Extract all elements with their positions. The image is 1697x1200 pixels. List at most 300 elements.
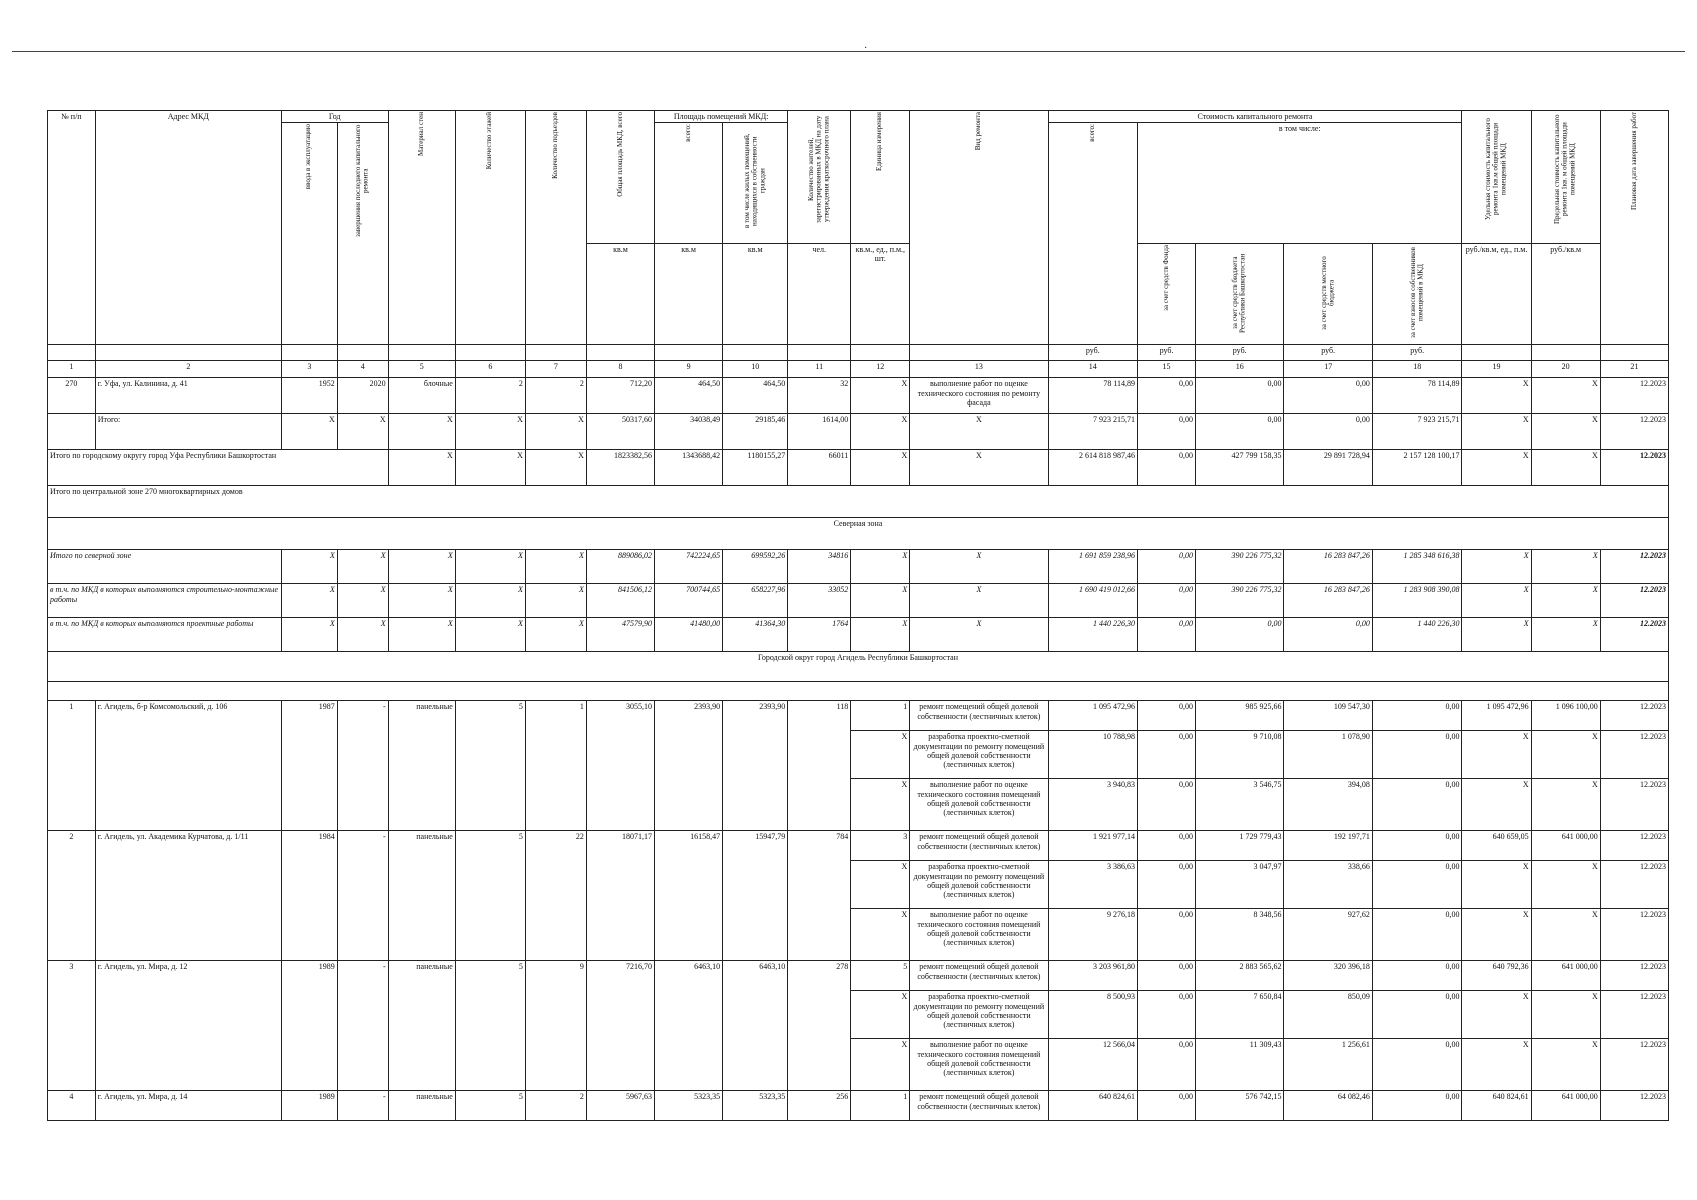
summary-zh: 1614,00 <box>788 414 851 450</box>
summary-ud: X <box>1462 584 1531 618</box>
max-cost: X <box>1531 1039 1600 1091</box>
repair-type: выполнение работ по оценке технического состояния помещений общей долевой собственности (лестничных клеток) <box>910 779 1048 831</box>
year-last-repair: - <box>337 701 388 831</box>
total-area: 5967,63 <box>586 1091 654 1121</box>
floors: 5 <box>455 701 525 831</box>
summary-c6: X <box>455 584 525 618</box>
cost-rb: 7 650,84 <box>1195 991 1283 1039</box>
cost-owners: 0,00 <box>1372 909 1462 961</box>
col-premises-area-header: Площадь помещений МКД: <box>655 111 788 123</box>
summary-pl: 841506,12 <box>586 584 654 618</box>
col-cost-header: Стоимость капитального ремонта <box>1048 111 1462 123</box>
summary-sob: 7 923 215,71 <box>1372 414 1462 450</box>
col-total-area-header: Общая площадь МКД, всего <box>586 111 654 244</box>
unit-cost: 1 095 472,96 <box>1462 701 1531 731</box>
column-number: 19 <box>1462 361 1531 378</box>
column-number: 6 <box>455 361 525 378</box>
area-owned: 464,50 <box>723 378 788 414</box>
repair-type: разработка проектно-сметной документации по ремонту помещений общей долевой собственности (лестничных клеток) <box>910 991 1048 1039</box>
summary-row <box>48 550 1669 584</box>
summary-c4: X <box>337 584 388 618</box>
unit-cost: 640 659,05 <box>1462 831 1531 861</box>
max-cost: X <box>1531 378 1600 414</box>
max-cost: 641 000,00 <box>1531 1091 1600 1121</box>
unit-area-owned: кв.м <box>723 244 788 345</box>
summary-c5: X <box>388 584 455 618</box>
register-sheet <box>47 110 1669 1121</box>
cost-local: 0,00 <box>1284 378 1372 414</box>
summary-vtch: 1180155,27 <box>723 450 788 486</box>
summary-f: 0,00 <box>1138 584 1196 618</box>
summary-row <box>48 450 1669 486</box>
repair-type: ремонт помещений общей долевой собственности (лестничных клеток) <box>910 701 1048 731</box>
year-last-repair: - <box>337 961 388 1091</box>
units-row-2 <box>48 345 1669 361</box>
summary-row <box>48 584 1669 618</box>
col-area-all-header: всего: <box>655 123 723 244</box>
unit-value: 5 <box>851 961 910 991</box>
deadline: 12.2023 <box>1600 378 1668 414</box>
cost-total: 12 566,04 <box>1048 1039 1137 1091</box>
column-numbers-row <box>48 361 1669 378</box>
cost-owners: 0,00 <box>1372 991 1462 1039</box>
unit-area-all: кв.м <box>655 244 723 345</box>
column-number: 15 <box>1138 361 1196 378</box>
summary-vtch: 41364,30 <box>723 618 788 652</box>
area-owned: 6463,10 <box>723 961 788 1091</box>
cost-local: 320 396,18 <box>1284 961 1372 991</box>
summary-row <box>48 414 1669 450</box>
spacer-cell <box>48 682 1669 701</box>
residents: 118 <box>788 701 851 831</box>
column-number: 11 <box>788 361 851 378</box>
summary-srok: 12.2023 <box>1600 450 1668 486</box>
summary-pred: X <box>1531 450 1600 486</box>
entrances: 2 <box>525 378 586 414</box>
floors: 5 <box>455 831 525 961</box>
wall-material: панельные <box>388 1091 455 1121</box>
unit-value: X <box>851 991 910 1039</box>
unit-value: X <box>851 861 910 909</box>
repair-plan-table <box>47 110 1669 1121</box>
summary-ed: X <box>851 584 910 618</box>
unit-cost: X <box>1462 1039 1531 1091</box>
col-max-cost-header: Предельная стоимость капитального ремонта 1кв. м общей площади помещений МКД <box>1531 111 1600 244</box>
summary-vs: 41480,00 <box>655 618 723 652</box>
max-cost: X <box>1531 991 1600 1039</box>
cost-local: 192 197,71 <box>1284 831 1372 861</box>
summary-zh: 33052 <box>788 584 851 618</box>
repair-type: ремонт помещений общей долевой собственности (лестничных клеток) <box>910 831 1048 861</box>
agidel-title-row <box>48 652 1669 682</box>
address: г. Агидель, ул. Академика Курчатова, д. 1/11 <box>95 831 281 961</box>
cost-local: 338,66 <box>1284 861 1372 909</box>
cost-rb: 985 925,66 <box>1195 701 1283 731</box>
col-residents-header: Количество жителей, зарегистрированных в МКД на дату утверждения краткосрочного плана <box>788 111 851 244</box>
max-cost: X <box>1531 909 1600 961</box>
summary-sum: 1 691 859 238,96 <box>1048 550 1137 584</box>
summary-c7: X <box>525 618 586 652</box>
summary-sob: 1 285 348 616,38 <box>1372 550 1462 584</box>
unit-value: X <box>851 909 910 961</box>
summary-zh: 34816 <box>788 550 851 584</box>
table-row <box>48 831 1669 861</box>
spacer-row <box>48 682 1669 701</box>
summary-vid: X <box>910 584 1048 618</box>
col-no-header: № п/п <box>48 111 96 345</box>
central-zone-row <box>48 486 1669 518</box>
entrances: 2 <box>525 1091 586 1121</box>
col-fund-header: за счет средств Фонда <box>1138 244 1196 345</box>
page-top-rule <box>12 51 1685 52</box>
cost-total: 3 203 961,80 <box>1048 961 1137 991</box>
cost-local: 109 547,30 <box>1284 701 1372 731</box>
total-area: 712,20 <box>586 378 654 414</box>
col-floors-header: Количество этажей <box>455 111 525 345</box>
summary-mb: 0,00 <box>1284 618 1372 652</box>
summary-sob: 1 283 908 390,08 <box>1372 584 1462 618</box>
column-number: 7 <box>525 361 586 378</box>
entrances: 1 <box>525 701 586 831</box>
summary-pred: X <box>1531 550 1600 584</box>
row-number: 4 <box>48 1091 96 1121</box>
summary-c6: X <box>455 414 525 450</box>
col-entrances-header: Количество подъездов <box>525 111 586 345</box>
cost-owners: 0,00 <box>1372 961 1462 991</box>
header-row-1 <box>48 111 1669 123</box>
table-row <box>48 701 1669 731</box>
summary-mb: 16 283 847,26 <box>1284 550 1372 584</box>
summary-c6: X <box>455 550 525 584</box>
cost-fund: 0,00 <box>1138 909 1196 961</box>
summary-f: 0,00 <box>1138 414 1196 450</box>
column-number: 18 <box>1372 361 1462 378</box>
cost-owners: 0,00 <box>1372 861 1462 909</box>
summary-mb: 16 283 847,26 <box>1284 584 1372 618</box>
summary-c3: X <box>281 584 337 618</box>
deadline: 12.2023 <box>1600 1039 1668 1091</box>
total-area: 3055,10 <box>586 701 654 831</box>
col-year-header: Год <box>281 111 388 123</box>
area-owned: 15947,79 <box>723 831 788 961</box>
summary-c4: X <box>337 550 388 584</box>
cost-rb: 2 883 565,62 <box>1195 961 1283 991</box>
address: г. Агидель, ул. Мира, д. 14 <box>95 1091 281 1121</box>
cost-owners: 0,00 <box>1372 731 1462 779</box>
area-all: 6463,10 <box>655 961 723 1091</box>
summary-pl: 1823382,56 <box>586 450 654 486</box>
summary-c7: X <box>525 450 586 486</box>
cost-rb: 0,00 <box>1195 378 1283 414</box>
area-owned: 5323,35 <box>723 1091 788 1121</box>
summary-c5: X <box>388 618 455 652</box>
central-zone-row-label: Итого по центральной зоне 270 многоквартирных домов <box>48 486 1669 518</box>
summary-ed: X <box>851 618 910 652</box>
deadline: 12.2023 <box>1600 731 1668 779</box>
col-cost-total-header: всего: <box>1048 123 1137 345</box>
max-cost: 641 000,00 <box>1531 961 1600 991</box>
unit-cost: 640 792,36 <box>1462 961 1531 991</box>
summary-ud: X <box>1462 550 1531 584</box>
cost-local: 1 256,61 <box>1284 1039 1372 1091</box>
table-row <box>48 1091 1669 1121</box>
summary-c3: X <box>281 550 337 584</box>
column-number: 17 <box>1284 361 1372 378</box>
area-owned: 2393,90 <box>723 701 788 831</box>
cost-owners: 78 114,89 <box>1372 378 1462 414</box>
max-cost: X <box>1531 779 1600 831</box>
summary-pred: X <box>1531 414 1600 450</box>
agidel-title-row-label: Городской округ город Агидель Республики Башкортостан <box>48 652 1669 682</box>
unit-fund: руб. <box>1138 345 1196 361</box>
column-number: 3 <box>281 361 337 378</box>
entrances: 22 <box>525 831 586 961</box>
summary-f: 0,00 <box>1138 618 1196 652</box>
unit-value: X <box>851 779 910 831</box>
col-material-header: Материал стен <box>388 111 455 345</box>
entrances: 9 <box>525 961 586 1091</box>
deadline: 12.2023 <box>1600 1091 1668 1121</box>
summary-ud: X <box>1462 618 1531 652</box>
year-commission: 1989 <box>281 1091 337 1121</box>
cost-fund: 0,00 <box>1138 378 1196 414</box>
column-number: 21 <box>1600 361 1668 378</box>
floors: 2 <box>455 378 525 414</box>
repair-type: выполнение работ по оценке технического состояния помещений общей долевой собственности (лестничных клеток) <box>910 1039 1048 1091</box>
area-all: 16158,47 <box>655 831 723 961</box>
deadline: 12.2023 <box>1600 779 1668 831</box>
cost-total: 9 276,18 <box>1048 909 1137 961</box>
cost-total: 1 921 977,14 <box>1048 831 1137 861</box>
unit-value: X <box>851 731 910 779</box>
summary-ud: X <box>1462 414 1531 450</box>
column-number: 8 <box>586 361 654 378</box>
summary-vs: 700744,65 <box>655 584 723 618</box>
summary-label: в т.ч. по МКД в которых выполняются строительно-монтажные работы <box>48 584 282 618</box>
cost-local: 850,09 <box>1284 991 1372 1039</box>
summary-pl: 50317,60 <box>586 414 654 450</box>
col-unit-cost-header: Удельная стоимость капитального ремонта 1кв.м общей площади помещений МКД <box>1462 111 1531 244</box>
summary-rb: 390 226 775,32 <box>1195 550 1283 584</box>
unit-cost: X <box>1462 779 1531 831</box>
repair-type: разработка проектно-сметной документации по ремонту помещений общей долевой собственности (лестничных клеток) <box>910 731 1048 779</box>
cost-total: 1 095 472,96 <box>1048 701 1137 731</box>
column-number: 14 <box>1048 361 1137 378</box>
cost-rb: 9 710,08 <box>1195 731 1283 779</box>
cost-fund: 0,00 <box>1138 731 1196 779</box>
summary-label: Итого: <box>95 414 281 450</box>
summary-c5: X <box>388 550 455 584</box>
floors: 5 <box>455 961 525 1091</box>
summary-sum: 7 923 215,71 <box>1048 414 1137 450</box>
summary-vid: X <box>910 618 1048 652</box>
cost-local: 394,08 <box>1284 779 1372 831</box>
repair-type: выполнение работ по оценке технического состояния по ремонту фасада <box>910 378 1048 414</box>
summary-c5: X <box>388 414 455 450</box>
col-commission-header: ввода в эксплуатацию <box>281 123 337 345</box>
col-incl-header: в том числе: <box>1138 123 1462 244</box>
summary-zh: 1764 <box>788 618 851 652</box>
cost-total: 78 114,89 <box>1048 378 1137 414</box>
area-all: 5323,35 <box>655 1091 723 1121</box>
deadline: 12.2023 <box>1600 991 1668 1039</box>
col-owners-header: за счет взносов собственников помещений в МКД <box>1372 244 1462 345</box>
cost-rb: 3 047,97 <box>1195 861 1283 909</box>
summary-c7: X <box>525 414 586 450</box>
residents: 32 <box>788 378 851 414</box>
unit-cost: 640 824,61 <box>1462 1091 1531 1121</box>
repair-type: ремонт помещений общей долевой собственности (лестничных клеток) <box>910 1091 1048 1121</box>
wall-material: панельные <box>388 701 455 831</box>
year-last-repair: - <box>337 831 388 961</box>
cost-rb: 11 309,43 <box>1195 1039 1283 1091</box>
col-last-repair-header: завершения последнего капитального ремонта <box>337 123 388 345</box>
unit-value: X <box>851 378 910 414</box>
repair-type: выполнение работ по оценке технического состояния помещений общей долевой собственности (лестничных клеток) <box>910 909 1048 961</box>
summary-ed: X <box>851 450 910 486</box>
unit-value: X <box>851 1039 910 1091</box>
summary-vid: X <box>910 414 1048 450</box>
summary-zh: 66011 <box>788 450 851 486</box>
summary-label: в т.ч. по МКД в которых выполняются проектные работы <box>48 618 282 652</box>
cost-owners: 0,00 <box>1372 779 1462 831</box>
year-commission: 1987 <box>281 701 337 831</box>
cost-fund: 0,00 <box>1138 961 1196 991</box>
wall-material: блочные <box>388 378 455 414</box>
summary-c3: X <box>281 618 337 652</box>
cost-rb: 8 348,56 <box>1195 909 1283 961</box>
unit-cost-total: руб. <box>1048 345 1137 361</box>
column-number: 5 <box>388 361 455 378</box>
summary-vtch: 29185,46 <box>723 414 788 450</box>
row-number: 3 <box>48 961 96 1091</box>
summary-label: Итого по городскому округу город Уфа Республики Башкортостан <box>48 450 389 486</box>
north-zone-title-row <box>48 518 1669 550</box>
cost-total: 10 788,98 <box>1048 731 1137 779</box>
north-zone-title-row-label: Северная зона <box>48 518 1669 550</box>
cost-total: 640 824,61 <box>1048 1091 1137 1121</box>
column-number: 9 <box>655 361 723 378</box>
col-address-header: Адрес МКД <box>95 111 281 345</box>
column-number: 1 <box>48 361 96 378</box>
unit-cost: X <box>1462 991 1531 1039</box>
summary-rb: 427 799 158,35 <box>1195 450 1283 486</box>
summary-c7: X <box>525 550 586 584</box>
summary-vtch: 658227,96 <box>723 584 788 618</box>
total-area: 18071,17 <box>586 831 654 961</box>
unit-value: 3 <box>851 831 910 861</box>
table-row <box>48 378 1669 414</box>
cost-fund: 0,00 <box>1138 1091 1196 1121</box>
unit-cost: X <box>1462 861 1531 909</box>
column-number: 16 <box>1195 361 1283 378</box>
residents: 784 <box>788 831 851 961</box>
year-last-repair: 2020 <box>337 378 388 414</box>
max-cost: 1 096 100,00 <box>1531 701 1600 731</box>
summary-c3: X <box>281 414 337 450</box>
year-commission: 1952 <box>281 378 337 414</box>
summary-ed: X <box>851 414 910 450</box>
column-number: 2 <box>95 361 281 378</box>
summary-ud: X <box>1462 450 1531 486</box>
deadline: 12.2023 <box>1600 831 1668 861</box>
col-unit-header: Единица измерения <box>851 111 910 244</box>
row-number: 270 <box>48 378 96 414</box>
summary-rb: 0,00 <box>1195 414 1283 450</box>
year-commission: 1989 <box>281 961 337 1091</box>
unit-max-cost: руб./кв.м <box>1531 244 1600 345</box>
summary-srok: 12.2023 <box>1600 618 1668 652</box>
column-number: 12 <box>851 361 910 378</box>
summary-sum: 2 614 818 987,46 <box>1048 450 1137 486</box>
cost-local: 1 078,90 <box>1284 731 1372 779</box>
summary-rb: 390 226 775,32 <box>1195 584 1283 618</box>
summary-c7: X <box>525 584 586 618</box>
summary-vs: 742224,65 <box>655 550 723 584</box>
repair-type: разработка проектно-сметной документации по ремонту помещений общей долевой собственности (лестничных клеток) <box>910 861 1048 909</box>
cost-total: 3 940,83 <box>1048 779 1137 831</box>
row-number: 2 <box>48 831 96 961</box>
column-number: 10 <box>723 361 788 378</box>
cost-fund: 0,00 <box>1138 779 1196 831</box>
cost-fund: 0,00 <box>1138 991 1196 1039</box>
summary-vs: 34038,49 <box>655 414 723 450</box>
row-number: 1 <box>48 701 96 831</box>
summary-vid: X <box>910 450 1048 486</box>
col-deadline-header: Плановая дата завершения работ <box>1600 111 1668 345</box>
cost-fund: 0,00 <box>1138 701 1196 731</box>
summary-sob: 2 157 128 100,17 <box>1372 450 1462 486</box>
cost-owners: 0,00 <box>1372 831 1462 861</box>
summary-label: Итого по северной зоне <box>48 550 282 584</box>
cost-fund: 0,00 <box>1138 1039 1196 1091</box>
address: г. Уфа, ул. Калинина, д. 41 <box>95 378 281 414</box>
max-cost: X <box>1531 731 1600 779</box>
summary-srok: 12.2023 <box>1600 550 1668 584</box>
cost-total: 8 500,93 <box>1048 991 1137 1039</box>
residents: 256 <box>788 1091 851 1121</box>
unit-rb: руб. <box>1195 345 1283 361</box>
summary-f: 0,00 <box>1138 450 1196 486</box>
cost-fund: 0,00 <box>1138 831 1196 861</box>
unit-residents: чел. <box>788 244 851 345</box>
column-number: 13 <box>910 361 1048 378</box>
unit-value: 1 <box>851 701 910 731</box>
cost-owners: 0,00 <box>1372 1039 1462 1091</box>
summary-row <box>48 618 1669 652</box>
repair-type: ремонт помещений общей долевой собственности (лестничных клеток) <box>910 961 1048 991</box>
unit-cost: X <box>1462 378 1531 414</box>
unit-measure: кв.м., ед., п.м., шт. <box>851 244 910 345</box>
summary-sob: 1 440 226,30 <box>1372 618 1462 652</box>
summary-c4: X <box>337 414 388 450</box>
summary-rb: 0,00 <box>1195 618 1283 652</box>
deadline: 12.2023 <box>1600 961 1668 991</box>
max-cost: X <box>1531 861 1600 909</box>
summary-vid: X <box>910 550 1048 584</box>
column-number: 20 <box>1531 361 1600 378</box>
cost-rb: 576 742,15 <box>1195 1091 1283 1121</box>
unit-cost: X <box>1462 909 1531 961</box>
address: г. Агидель, б-р Комсомольский, д. 106 <box>95 701 281 831</box>
cost-owners: 0,00 <box>1372 701 1462 731</box>
page-mark: · <box>864 43 868 54</box>
cost-owners: 0,00 <box>1372 1091 1462 1121</box>
summary-c6: X <box>455 618 525 652</box>
deadline: 12.2023 <box>1600 909 1668 961</box>
col-area-owned-header: в том числе жилых помещений, находящихся в собственности граждан <box>723 123 788 244</box>
col-rb-budget-header: за счет средств бюджета Республики Башкортостан <box>1195 244 1283 345</box>
